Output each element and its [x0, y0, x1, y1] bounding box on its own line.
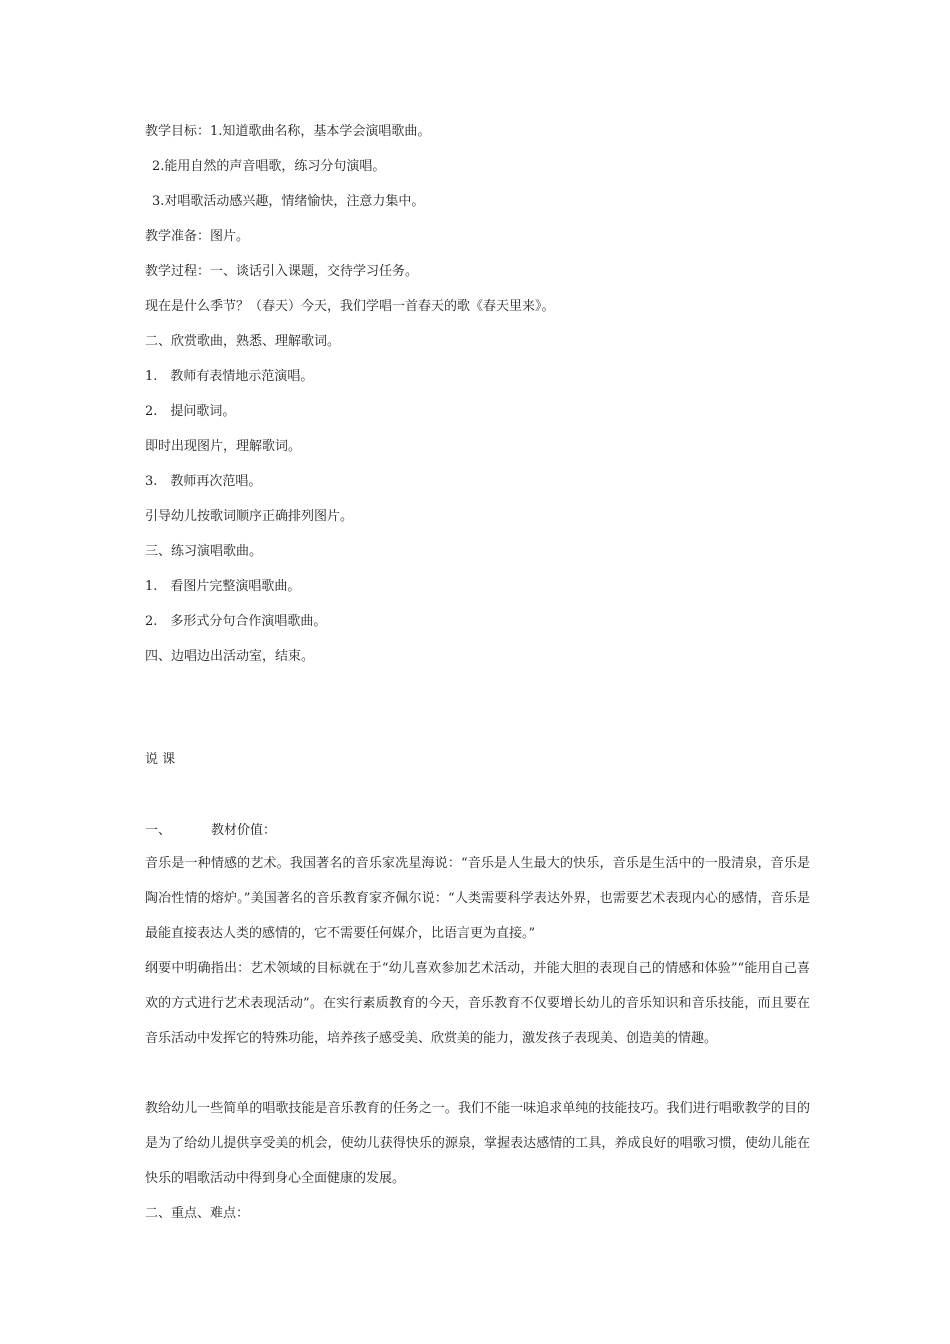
- teaching-process-1: 教学过程：一、谈话引入课题，交待学习任务。: [145, 264, 419, 279]
- teaching-goal-3: 3.对唱歌活动感兴趣，情绪愉快，注意力集中。: [152, 194, 425, 209]
- teaching-preparation: 教学准备：图片。: [145, 229, 250, 244]
- talk-paragraph-2: 纲要中明确指出：艺术领域的目标就在于“幼儿喜欢参加艺术活动，并能大胆的表现自己的情感和体验”“能用自己喜欢的方式进行艺术表现活动”。在实行素质教育的今天，音乐教育不仅要增长幼儿的音乐知识和音乐技能，而且要在音乐活动中发挥它的特殊功能，培养孩子感受美、欣赏美的能力，激发孩子表现美、创造美的情趣。: [145, 961, 810, 1046]
- talk-section-2-heading: 二、重点、难点：: [145, 1206, 250, 1221]
- step-3-1: 1. 看图片完整演唱歌曲。: [145, 579, 301, 594]
- talk-section-1-title: 教材价值：: [211, 823, 277, 838]
- step-2-3: 3. 教师再次范唱。: [145, 474, 262, 489]
- talk-section-1-heading: [145, 822, 276, 840]
- section-4-heading: 四、边唱边出活动室，结束。: [145, 649, 315, 664]
- step-2-2: 2. 提问歌词。: [145, 404, 236, 419]
- step-2-1: 1. 教师有表情地示范演唱。: [145, 369, 314, 384]
- teaching-goal-1: 教学目标：1.知道歌曲名称，基本学会演唱歌曲。: [145, 124, 431, 139]
- step-2-3-detail: 引导幼儿按歌词顺序正确排列图片。: [145, 509, 354, 524]
- step-3-2: 2. 多形式分句合作演唱歌曲。: [145, 614, 327, 629]
- talk-heading: 说 课: [145, 752, 176, 767]
- teaching-process-1-detail: 现在是什么季节？（春天）今天，我们学唱一首春天的歌《春天里来》。: [145, 299, 555, 314]
- step-2-2-detail: 即时出现图片，理解歌词。: [145, 439, 302, 454]
- section-2-heading: 二、欣赏歌曲，熟悉、理解歌词。: [145, 334, 341, 349]
- talk-section-1-number: 一、: [145, 823, 172, 838]
- teaching-goal-2: 2.能用自然的声音唱歌，练习分句演唱。: [152, 159, 386, 174]
- talk-paragraph-3: 教给幼儿一些简单的唱歌技能是音乐教育的任务之一。我们不能一味追求单纯的技能技巧。我们进行唱歌教学的目的是为了给幼儿提供享受美的机会，使幼儿获得快乐的源泉，掌握表达感情的工具，养成良好的唱歌习惯，使幼儿能在快乐的唱歌活动中得到身心全面健康的发展。: [145, 1101, 810, 1186]
- talk-paragraph-1: 音乐是一种情感的艺术。我国著名的音乐家冼星海说：“音乐是人生最大的快乐，音乐是生活中的一股清泉，音乐是陶冶性情的熔炉。”美国著名的音乐教育家齐佩尔说：“人类需要科学表达外界，也需要艺术表现内心的感情，音乐是最能直接表达人类的感情的，它不需要任何媒介，比语言更为直接。”: [145, 856, 810, 941]
- section-3-heading: 三、练习演唱歌曲。: [145, 544, 263, 559]
